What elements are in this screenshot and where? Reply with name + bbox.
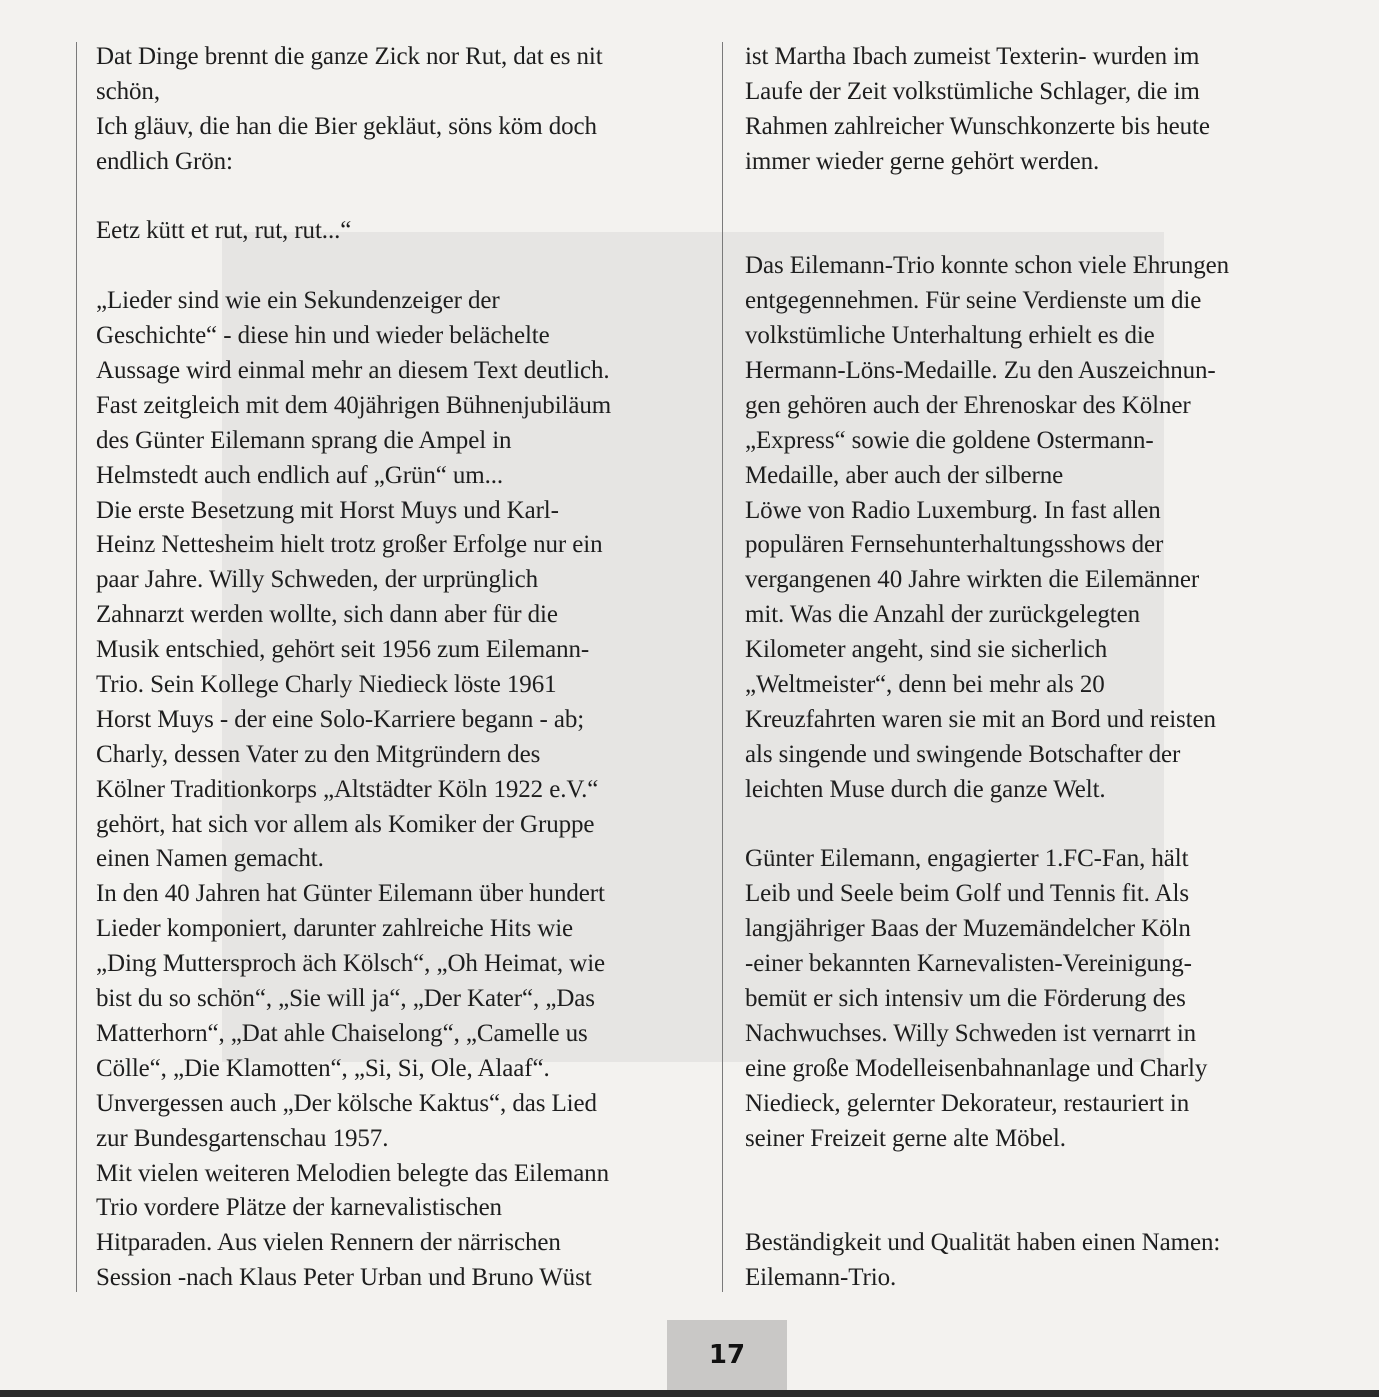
text-line: „Ding Muttersproch äch Kölsch“, „Oh Heimat, wie	[96, 950, 606, 978]
text-line: „Express“ sowie die goldene Ostermann-	[745, 426, 1154, 454]
text-line: Session -nach Klaus Peter Urban und Bruno Wüst	[96, 1264, 592, 1292]
text-line: „Lieder sind wie ein Sekundenzeiger der	[96, 287, 500, 315]
text-line: populären Fernsehunterhaltungsshows der	[745, 531, 1164, 559]
text-line: Hitparaden. Aus vielen Rennern der närrischen	[96, 1229, 561, 1257]
text-line: Musik entschied, gehört seit 1956 zum Eilemann-	[96, 636, 590, 664]
right-text-column	[745, 40, 1355, 1296]
text-line: vergangenen 40 Jahre wirkten die Eilemänner	[745, 566, 1200, 594]
blank-line	[745, 214, 1355, 249]
text-line: In den 40 Jahren hat Günter Eilemann über hundert	[96, 880, 605, 908]
blank-line	[745, 180, 1355, 215]
text-line: Rahmen zahlreicher Wunschkonzerte bis heute	[745, 112, 1210, 140]
text-line: Helmstedt auch endlich auf „Grün“ um...	[96, 461, 504, 489]
text-line: Leib und Seele beim Golf und Tennis fit. Als	[745, 880, 1190, 908]
left-text-column	[96, 40, 716, 1296]
text-line: Beständigkeit und Qualität haben einen Namen:	[745, 1229, 1221, 1257]
text-line: Ich gläuv, die han die Bier gekläut, söns köm doch	[96, 112, 597, 140]
text-line: Kilometer angeht, sind sie sicherlich	[745, 636, 1108, 664]
blank-line	[96, 249, 716, 284]
text-line: mit. Was die Anzahl der zurückgelegten	[745, 601, 1140, 629]
text-line: einen Namen gemacht.	[96, 845, 324, 873]
text-line: Heinz Nettesheim hielt trotz großer Erfolge nur ein	[96, 531, 603, 559]
text-line: „Weltmeister“, denn bei mehr als 20	[745, 671, 1105, 699]
text-line: gehört, hat sich vor allem als Komiker der Gruppe	[96, 810, 595, 838]
text-line: Mit vielen weiteren Melodien belegte das Eilemann	[96, 1159, 609, 1187]
text-line: Trio. Sein Kollege Charly Niedieck löste 1961	[96, 671, 557, 699]
text-line: Das Eilemann-Trio konnte schon viele Ehrungen	[745, 252, 1230, 280]
text-line: leichten Muse durch die ganze Welt.	[745, 775, 1106, 803]
text-line: Lieder komponiert, darunter zahlreiche Hits wie	[96, 915, 574, 943]
text-line: Hermann-Löns-Medaille. Zu den Auszeichnun-	[745, 357, 1216, 385]
page-number-box	[667, 1320, 787, 1390]
text-line: Kölner Traditionkorps „Altstädter Köln 1922 e.V.“	[96, 775, 599, 803]
text-line: zur Bundesgartenschau 1957.	[96, 1124, 389, 1152]
text-line: Dat Dinge brennt die ganze Zick nor Rut, dat es nit	[96, 43, 603, 70]
text-line: Horst Muys - der eine Solo-Karriere begann - ab;	[96, 705, 585, 733]
text-line: endlich Grön:	[96, 147, 233, 175]
text-line: Laufe der Zeit volkstümliche Schlager, die im	[745, 77, 1200, 105]
blank-line	[96, 180, 716, 215]
text-line: Trio vordere Plätze der karnevalistischen	[96, 1194, 502, 1222]
text-line: Matterhorn“, „Dat ahle Chaiselong“, „Camelle us	[96, 1019, 588, 1047]
text-line: gen gehören auch der Ehrenoskar des Kölner	[745, 391, 1191, 419]
text-line: Nachwuchses. Willy Schweden ist vernarrt in	[745, 1019, 1197, 1047]
text-line: ist Martha Ibach zumeist Texterin- wurden im	[745, 43, 1200, 70]
center-column-rule	[722, 42, 723, 1292]
blank-line	[745, 808, 1355, 843]
text-line: -einer bekannten Karnevalisten-Vereinigung-	[745, 950, 1192, 978]
text-line: bist du so schön“, „Sie will ja“, „Der Kater“, „Das	[96, 985, 595, 1013]
text-line: Günter Eilemann, engagierter 1.FC-Fan, hält	[745, 845, 1189, 873]
text-line: schön,	[96, 77, 160, 105]
text-line: als singende und swingende Botschafter der	[745, 740, 1181, 768]
text-line: Cölle“, „Die Klamotten“, „Si, Si, Ole, Alaaf“.	[96, 1054, 550, 1082]
text-line: Aussage wird einmal mehr an diesem Text deutlich.	[96, 357, 610, 385]
page-number: 17	[708, 1340, 746, 1370]
bottom-bar	[0, 1390, 1379, 1397]
text-line: Geschichte“ - diese hin und wieder belächelte	[96, 322, 550, 350]
text-line: Niedieck, gelernter Dekorateur, restauriert in	[745, 1089, 1190, 1117]
text-line: volkstümliche Unterhaltung erhielt es die	[745, 322, 1155, 350]
text-line: langjähriger Baas der Muzemändelcher Köln	[745, 915, 1191, 943]
text-line: Eilemann-Trio.	[745, 1264, 897, 1292]
text-line: Eetz kütt et rut, rut, rut...“	[96, 217, 352, 245]
left-column-rule	[76, 42, 77, 1292]
text-line: Fast zeitgleich mit dem 40jährigen Bühnenjubiläum	[96, 391, 612, 419]
text-line: eine große Modelleisenbahnanlage und Charly	[745, 1054, 1208, 1082]
text-line: des Günter Eilemann sprang die Ampel in	[96, 426, 512, 454]
blank-line	[745, 1157, 1355, 1192]
text-line: paar Jahre. Willy Schweden, der urprünglich	[96, 566, 539, 594]
text-line: Kreuzfahrten waren sie mit an Bord und reisten	[745, 705, 1216, 733]
text-line: Unvergessen auch „Der kölsche Kaktus“, das Lied	[96, 1089, 597, 1117]
blank-line	[745, 1191, 1355, 1226]
text-line: Medaille, aber auch der silberne	[745, 461, 1064, 489]
text-line: Charly, dessen Vater zu den Mitgründern des	[96, 740, 541, 768]
text-line: entgegennehmen. Für seine Verdienste um die	[745, 287, 1202, 315]
text-line: Zahnarzt werden wollte, sich dann aber für die	[96, 601, 558, 629]
text-line: Die erste Besetzung mit Horst Muys und Karl-	[96, 496, 559, 524]
text-line: immer wieder gerne gehört werden.	[745, 147, 1100, 175]
text-line: seiner Freizeit gerne alte Möbel.	[745, 1124, 1066, 1152]
text-line: Löwe von Radio Luxemburg. In fast allen	[745, 496, 1161, 524]
text-line: bemüt er sich intensiv um die Förderung des	[745, 985, 1186, 1013]
